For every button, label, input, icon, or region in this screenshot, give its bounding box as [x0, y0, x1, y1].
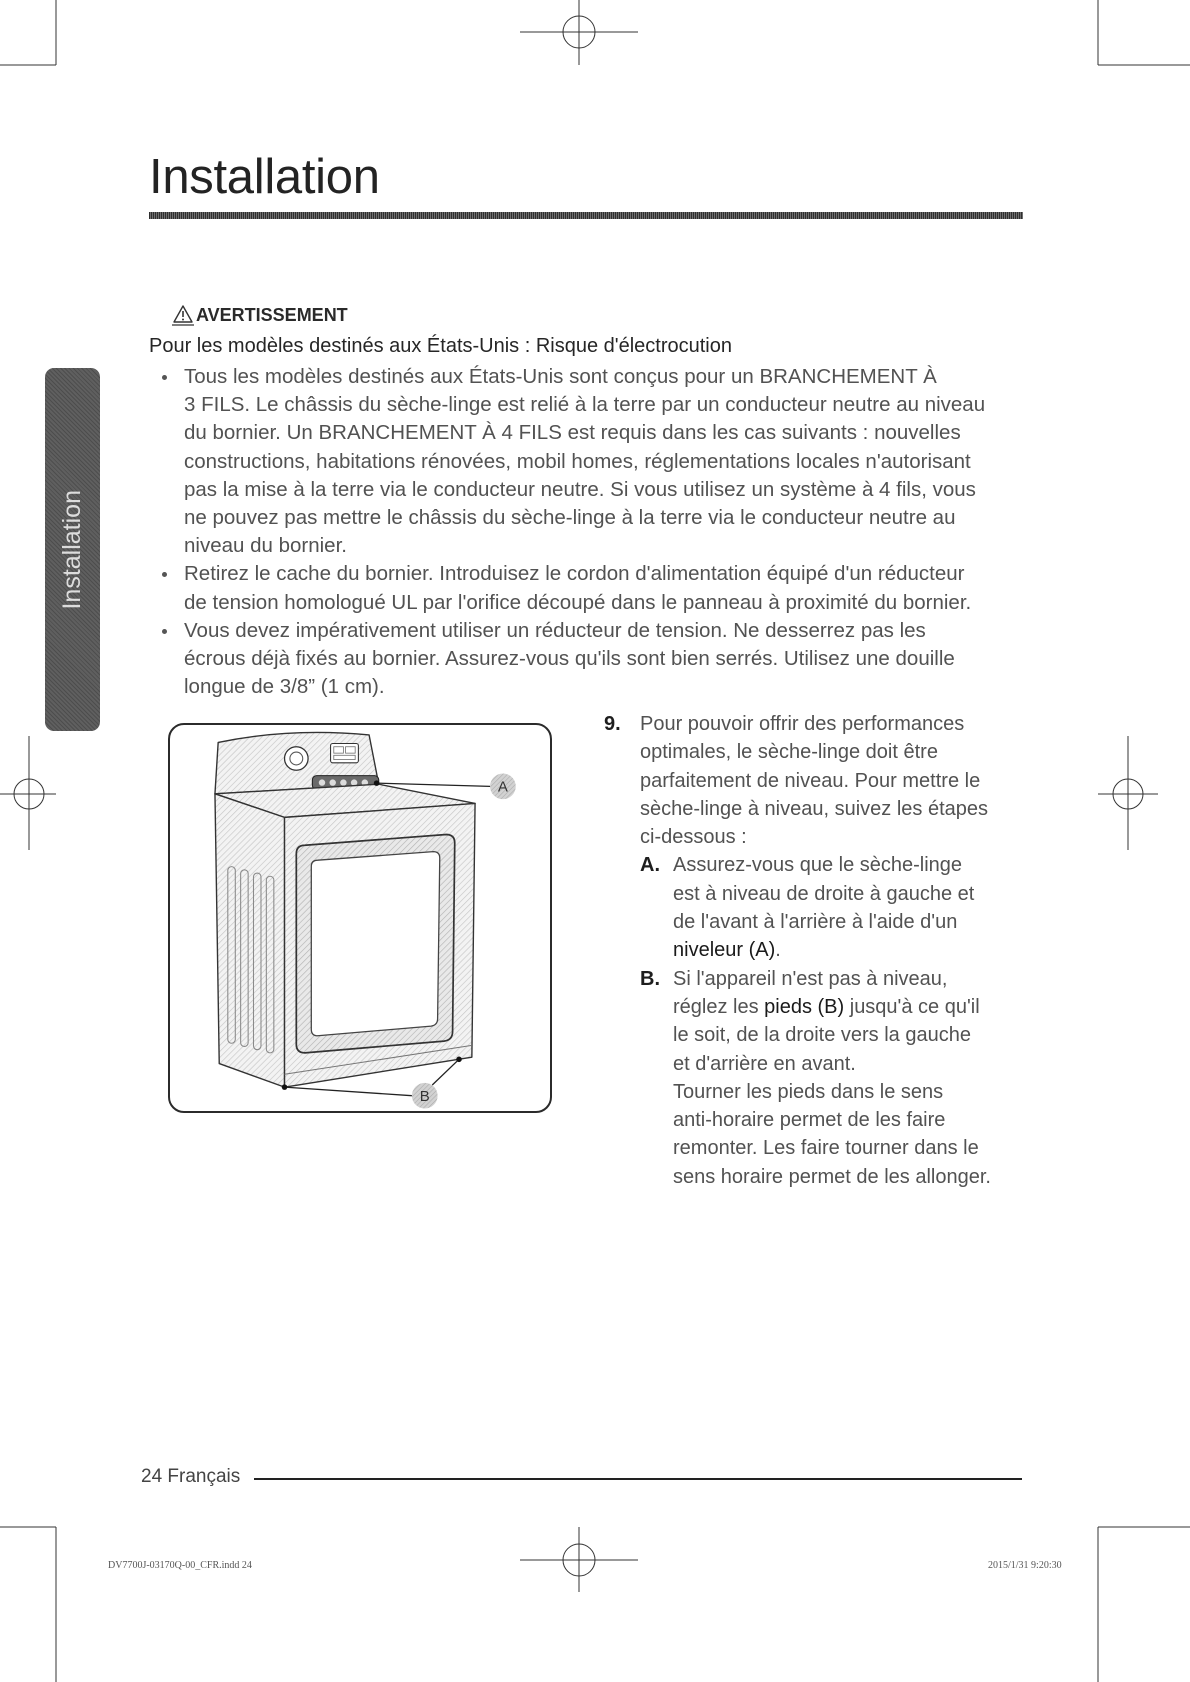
- text-line: longue de 3/8” (1 cm).: [184, 675, 385, 699]
- page-footer: [141, 1465, 240, 1489]
- chapter-side-tab-label: Installation: [58, 489, 86, 610]
- text-line: constructions, habitations rénovées, mobil homes, réglementations locales n'autorisant: [184, 449, 971, 473]
- slug-date: 2015/1/31 9:20:30: [988, 1560, 1062, 1571]
- warning-exclamation-dot: [182, 319, 184, 321]
- substep-body: [673, 851, 1034, 964]
- step-9: [604, 710, 1034, 1191]
- text-line: le soit, de la droite vers la gauche: [673, 1024, 971, 1047]
- dryer-figure-box: [168, 723, 552, 1113]
- step-number: 9.: [604, 713, 621, 735]
- warning-triangle-icon: [172, 304, 194, 326]
- leader-dot-b-left: [282, 1084, 288, 1090]
- dryer-knob: [285, 747, 309, 771]
- text-fragment: réglez les: [673, 995, 765, 1018]
- text-line: de l'avant à l'arrière à l'aide d'un: [673, 911, 958, 934]
- dryer-button: [329, 779, 335, 785]
- leader-dot-a: [374, 780, 380, 786]
- footer-language: Français: [167, 1466, 241, 1487]
- text-line: pas la mise à la terre via le conducteur neutre. Si vous utilisez un système à 4 fils, vous: [184, 477, 976, 501]
- substep-letter: A.: [640, 854, 660, 877]
- text-line: parfaitement de niveau. Pour mettre le: [640, 769, 981, 792]
- page-title: Installation: [149, 150, 380, 204]
- callout-b-label: B: [419, 1088, 430, 1106]
- text-line: Vous devez impérativement utiliser un réducteur de tension. Ne desserrez pas les: [184, 618, 926, 642]
- note-line: remonter. Les faire tourner dans le: [673, 1137, 979, 1160]
- warning-bullet: [184, 617, 1084, 702]
- callout-a-label: A: [497, 778, 508, 796]
- bullet-marker: [162, 629, 167, 634]
- note-line: Tourner les pieds dans le sens: [673, 1080, 944, 1103]
- text-line: niveau du bornier.: [184, 534, 347, 558]
- text-line: du bornier. Un BRANCHEMENT À 4 FILS est requis dans les cas suivants : nouvelles: [184, 421, 961, 445]
- leader-dot-b-right: [456, 1057, 462, 1063]
- warning-heading-label: AVERTISSEMENT: [196, 304, 348, 325]
- text-line: Retirez le cache du bornier. Introduisez le cordon d'alimentation équipé d'un réducteur: [184, 562, 965, 586]
- leader-line-a: [377, 783, 490, 786]
- substep-letter: B.: [640, 967, 660, 990]
- dryer-button: [340, 779, 346, 785]
- text-line: ci-dessous :: [640, 826, 747, 849]
- chapter-side-tab: [45, 368, 100, 731]
- text-fragment: .: [775, 939, 781, 962]
- term-pieds: pieds (B): [764, 995, 845, 1018]
- text-line: ne pouvez pas mettre le châssis du sèche-linge à la terre via le conducteur neutre au: [184, 506, 956, 530]
- text-line: sèche-linge à niveau, suivez les étapes: [640, 797, 988, 820]
- substep-a: [640, 851, 1034, 964]
- warning-bullet-list: [184, 363, 1084, 701]
- warning-subheading: Pour les modèles destinés aux États-Unis : Risque d'électrocution: [149, 335, 732, 357]
- term-niveleur: niveleur (A): [673, 939, 776, 962]
- text-line: Tous les modèles destinés aux États-Unis sont conçus pour un BRANCHEMENT À: [184, 365, 937, 388]
- substep-b: [640, 965, 1034, 1191]
- dryer-button: [319, 779, 325, 785]
- warning-bullet: [184, 363, 1084, 560]
- footer-rule: [254, 1478, 1022, 1480]
- dryer-illustration: [170, 725, 550, 1111]
- text-fragment: jusqu'à ce qu'il: [844, 995, 980, 1018]
- text-line: est à niveau de droite à gauche et: [673, 882, 975, 905]
- slug-file: DV7700J-03170Q-00_CFR.indd 24: [108, 1560, 252, 1571]
- text-line: Pour pouvoir offrir des performances: [640, 713, 965, 735]
- text-line: Assurez-vous que le sèche-linge: [673, 854, 963, 877]
- text-line: écrous déjà fixés au bornier. Assurez-vous qu'ils sont bien serrés. Utilisez une douille: [184, 647, 955, 671]
- text-line: 3 FILS. Le châssis du sèche-linge est relié à la terre par un conducteur neutre au niveau: [184, 393, 986, 417]
- warning-heading: [172, 303, 348, 327]
- page-number: 24: [141, 1466, 163, 1487]
- text-line: et d'arrière en avant.: [673, 1052, 856, 1075]
- note-line: sens horaire permet de les allonger.: [673, 1165, 991, 1188]
- leader-line-b-left: [285, 1087, 412, 1096]
- text-line: Si l'appareil n'est pas à niveau,: [673, 967, 948, 990]
- dryer-door-window: [311, 852, 439, 1036]
- text-line: [673, 993, 1034, 1021]
- substep-body: [673, 965, 1034, 1191]
- text-line: de tension homologué UL par l'orifice découpé dans le panneau à proximité du bornier.: [184, 590, 972, 614]
- bullet-marker: [162, 375, 167, 380]
- text-line: optimales, le sèche-linge doit être: [640, 741, 938, 764]
- step-intro: [640, 710, 1034, 851]
- title-rule: [149, 212, 1023, 219]
- warning-bullet: [184, 560, 1084, 616]
- note-line: anti-horaire permet de les faire: [673, 1109, 946, 1132]
- text-line: [673, 936, 1034, 964]
